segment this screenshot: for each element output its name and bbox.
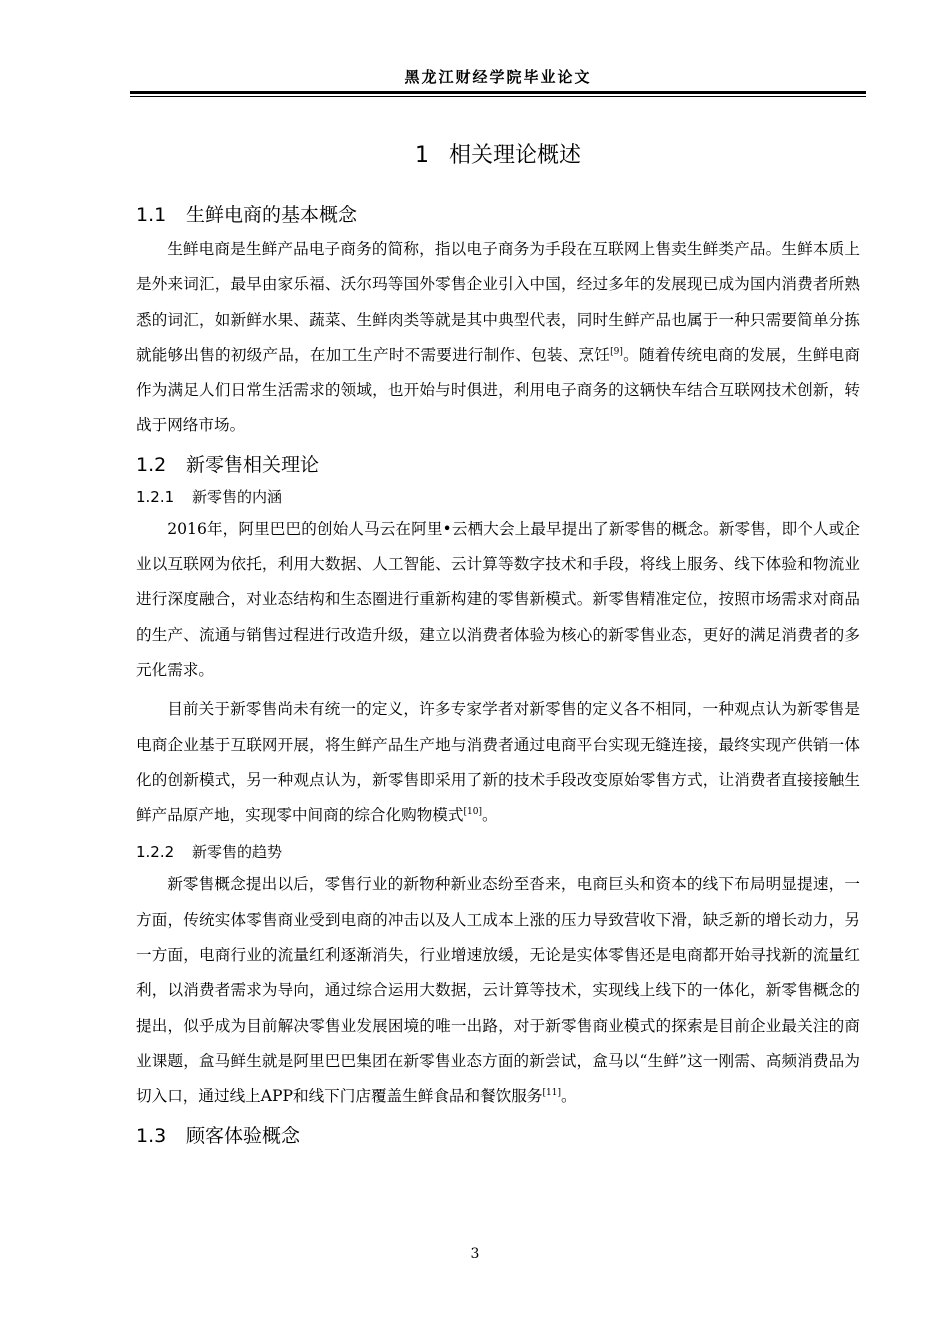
section-heading-1-2 [136,448,860,482]
subsection-heading-1-2-2 [136,837,860,867]
running-header: 黑龙江财经学院毕业论文 [404,68,592,86]
section-title: 顾客体验概念 [186,1124,301,1147]
subsection-number: 1.2.1 [136,487,175,506]
chapter-number: 1 [414,143,429,168]
subsection-heading-1-2-1 [136,482,860,512]
paragraph-1-2-1-b: 目前关于新零售尚未有统一的定义，许多专家学者对新零售的定义各不相同，一种观点认为新零售是电商企业基于互联网开展，将生鲜产品生产地与消费者通过电商平台实现无缝连接，最终实现产供销一体化的创新模式，另一种观点认为，新零售即采用了新的技术手段改变原始零售方式，让消费者直接接触生鲜产品原产地，实现零中间商的综合化购物模式[10]。 [136,700,860,825]
page-body [136,136,860,1153]
section-number: 1.1 [136,204,167,226]
header-rule-thick [130,91,866,94]
section-title: 新零售相关理论 [186,453,320,476]
subsection-number: 1.2.2 [136,843,175,862]
paragraph-1-1-a: 生鲜电商是生鲜产品电子商务的简称，指以电子商务为手段在互联网上售卖生鲜类产品。生鲜本质上是外来词汇，最早由家乐福、沃尔玛等国外零售企业引入中国，经过多年的发展现已成为国内消费者所熟悉的词汇，如新鲜水果、蔬菜、生鲜肉类等就是其中典型代表，同时生鲜产品也属于一种只需要简单分拣就能够出售的初级产品，在加工生产时不需要进行制作、包装、烹饪[9]。随着传统电商的发展，生鲜电商作为满足人们日常生活需求的领域，也开始与时俱进，利用电子商务的这辆快车结合互联网技术创新，转战于网络市场。 [136,240,860,435]
chapter-title-text: 相关理论概述 [448,143,581,168]
header-rule-thin [130,96,866,97]
citation-9: [9] [610,346,623,357]
subsection-title: 新零售的趋势 [192,843,283,862]
paragraph-1-2-2-a: 新零售概念提出以后，零售行业的新物种新业态纷至沓来，电商巨头和资本的线下布局明显提速，一方面，传统实体零售商业受到电商的冲击以及人工成本上涨的压力导致营收下滑，缺乏新的增长动力，另一方面，电商行业的流量红利逐渐消失，行业增速放缓，无论是实体零售还是电商都开始寻找新的流量红利，以消费者需求为导向，通过综合运用大数据，云计算等技术，实现线上线下的一体化，新零售概念的提出，似乎成为目前解决零售业发展困境的唯一出路，对于新零售商业模式的探索是目前企业最关注的商业课题，盒马鲜生就是阿里巴巴集团在新零售业态方面的新尝试，盒马以“生鲜”这一刚需、高频消费品为切入口，通过线上APP和线下门店覆盖生鲜食品和餐饮服务[11]。 [136,875,860,1106]
section-title: 生鲜电商的基本概念 [186,204,358,226]
section-number: 1.3 [136,1124,167,1147]
citation-10: [10] [463,806,482,817]
citation-11: [11] [542,1088,561,1099]
section-heading-1-3 [136,1119,860,1153]
chapter-title [136,136,860,176]
subsection-title: 新零售的内涵 [192,487,283,506]
paragraph-1-2-1-a: 2016年，阿里巴巴的创始人马云在阿里•云栖大会上最早提出了新零售的概念。新零售，即个人或企业以互联网为依托，利用大数据、人工智能、云计算等数字技术和手段，将线上服务、线下体验和物流业进行深度融合，对业态结构和生态圈进行重新构建的零售新模式。新零售精准定位，按照市场需求对商品的生产、流通与销售过程进行改造升级，建立以消费者体验为核心的新零售业态，更好的满足消费者的多元化需求。 [136,519,860,679]
section-heading-1-1 [136,198,860,232]
section-number: 1.2 [136,453,167,476]
page-number: 3 [470,1246,480,1262]
